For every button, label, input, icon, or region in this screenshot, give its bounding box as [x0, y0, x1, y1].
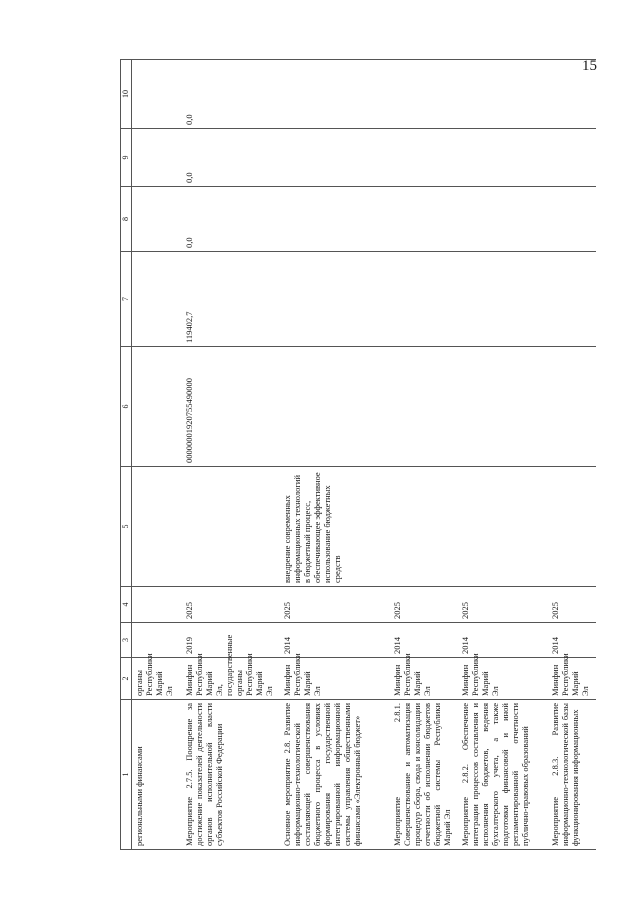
cell-start: [132, 623, 182, 658]
cell-end: [132, 587, 182, 623]
cell-result: [548, 467, 596, 587]
col-header: 10: [121, 60, 132, 129]
cell-result: [458, 467, 548, 587]
cell-value-10: [390, 60, 458, 129]
cell-value-10: [548, 60, 596, 129]
cell-code: [548, 347, 596, 467]
cell-executor: Минфин Республики Марий Эл: [458, 658, 548, 700]
cell-start: 2014: [280, 623, 390, 658]
cell-value-9: [132, 129, 182, 187]
cell-result: внедрение современных информационных технологий в бюджетный процесс, обеспечивающее эффективное использование бюджетных средств: [280, 467, 390, 587]
cell-code: [458, 347, 548, 467]
col-header: 5: [121, 467, 132, 587]
table-row: [390, 60, 458, 850]
cell-value-8: [390, 187, 458, 252]
cell-value-7: 119402,7: [182, 252, 280, 347]
page-number: 15: [582, 58, 597, 74]
table-row: [548, 60, 596, 850]
col-header: 4: [121, 587, 132, 623]
col-header: 3: [121, 623, 132, 658]
cell-end: 2025: [458, 587, 548, 623]
cell-code: [132, 347, 182, 467]
col-header: 7: [121, 252, 132, 347]
cell-executor: Минфин Республики Марий Эл: [390, 658, 458, 700]
cell-result: [390, 467, 458, 587]
col-header: 6: [121, 347, 132, 467]
cell-event: Основное мероприятие 2.8. Развитие информационно-технологической составляющей совершенствования бюджетного процесса в условиях формирования государственной интегрированной информационной системы управления общественными финансами «Электронный бюджет»: [280, 700, 390, 850]
cell-value-8: [458, 187, 548, 252]
cell-start: 2014: [548, 623, 596, 658]
cell-start: 2014: [458, 623, 548, 658]
header-row: [121, 60, 132, 850]
cell-start: 2019: [182, 623, 280, 658]
cell-value-10: [132, 60, 182, 129]
table-row: [458, 60, 548, 850]
cell-event: Мероприятие 2.8.3. Развитие информационно-технологической базы функционирования информационных: [548, 700, 596, 850]
cell-event: Мероприятие 2.8.2. Обеспечение интеграции процессов составления и исполнения бюджетов, ведения бухгалтерского учета, а также подготовки финансовой и иной регламентированной отчетности публично-правовых образований: [458, 700, 548, 850]
cell-value-9: 0,0: [182, 129, 280, 187]
table-row: [280, 60, 390, 850]
cell-value-8: [132, 187, 182, 252]
cell-value-7: [458, 252, 548, 347]
cell-value-9: [548, 129, 596, 187]
cell-event: Мероприятие 2.8.1. Совершенствование и автоматизация процедур сбора, свода и консолидации отчетности об исполнении бюджетов бюджетной системы Республики Марий Эл: [390, 700, 458, 850]
col-header: 8: [121, 187, 132, 252]
cell-value-9: [390, 129, 458, 187]
cell-value-7: [280, 252, 390, 347]
col-header: 2: [121, 658, 132, 700]
cell-event: региональными финансами: [132, 700, 182, 850]
cell-result: [132, 467, 182, 587]
cell-value-10: 0,0: [182, 60, 280, 129]
cell-end: 2025: [548, 587, 596, 623]
cell-value-7: [548, 252, 596, 347]
cell-executor: Минфин Республики Марий Эл, государственные органы Республики Марий Эл: [182, 658, 280, 700]
cell-end: 2025: [182, 587, 280, 623]
cell-executor: органы Республики Марий Эл: [132, 658, 182, 700]
cell-end: 2025: [390, 587, 458, 623]
cell-value-9: [458, 129, 548, 187]
cell-value-8: [280, 187, 390, 252]
cell-code: 00000001920755490000: [182, 347, 280, 467]
cell-executor: Минфин Республики Марий Эл: [280, 658, 390, 700]
cell-end: 2025: [280, 587, 390, 623]
cell-value-9: [280, 129, 390, 187]
table-row: [182, 60, 280, 850]
cell-code: [390, 347, 458, 467]
program-table: [120, 59, 596, 850]
cell-value-7: [390, 252, 458, 347]
table-row: [132, 60, 182, 850]
col-header: 1: [121, 700, 132, 850]
cell-value-7: [132, 252, 182, 347]
rotated-table-container: [120, 60, 630, 850]
cell-value-10: [280, 60, 390, 129]
cell-value-8: 0,0: [182, 187, 280, 252]
cell-event: Мероприятие 2.7.5. Поощрение за достижение показателей деятельности органов исполнительной власти субъектов Российской Федерации: [182, 700, 280, 850]
cell-value-8: [548, 187, 596, 252]
cell-start: 2014: [390, 623, 458, 658]
col-header: 9: [121, 129, 132, 187]
cell-executor: Минфин Республики Марий Эл: [548, 658, 596, 700]
cell-result: [182, 467, 280, 587]
cell-value-10: [458, 60, 548, 129]
cell-code: [280, 347, 390, 467]
